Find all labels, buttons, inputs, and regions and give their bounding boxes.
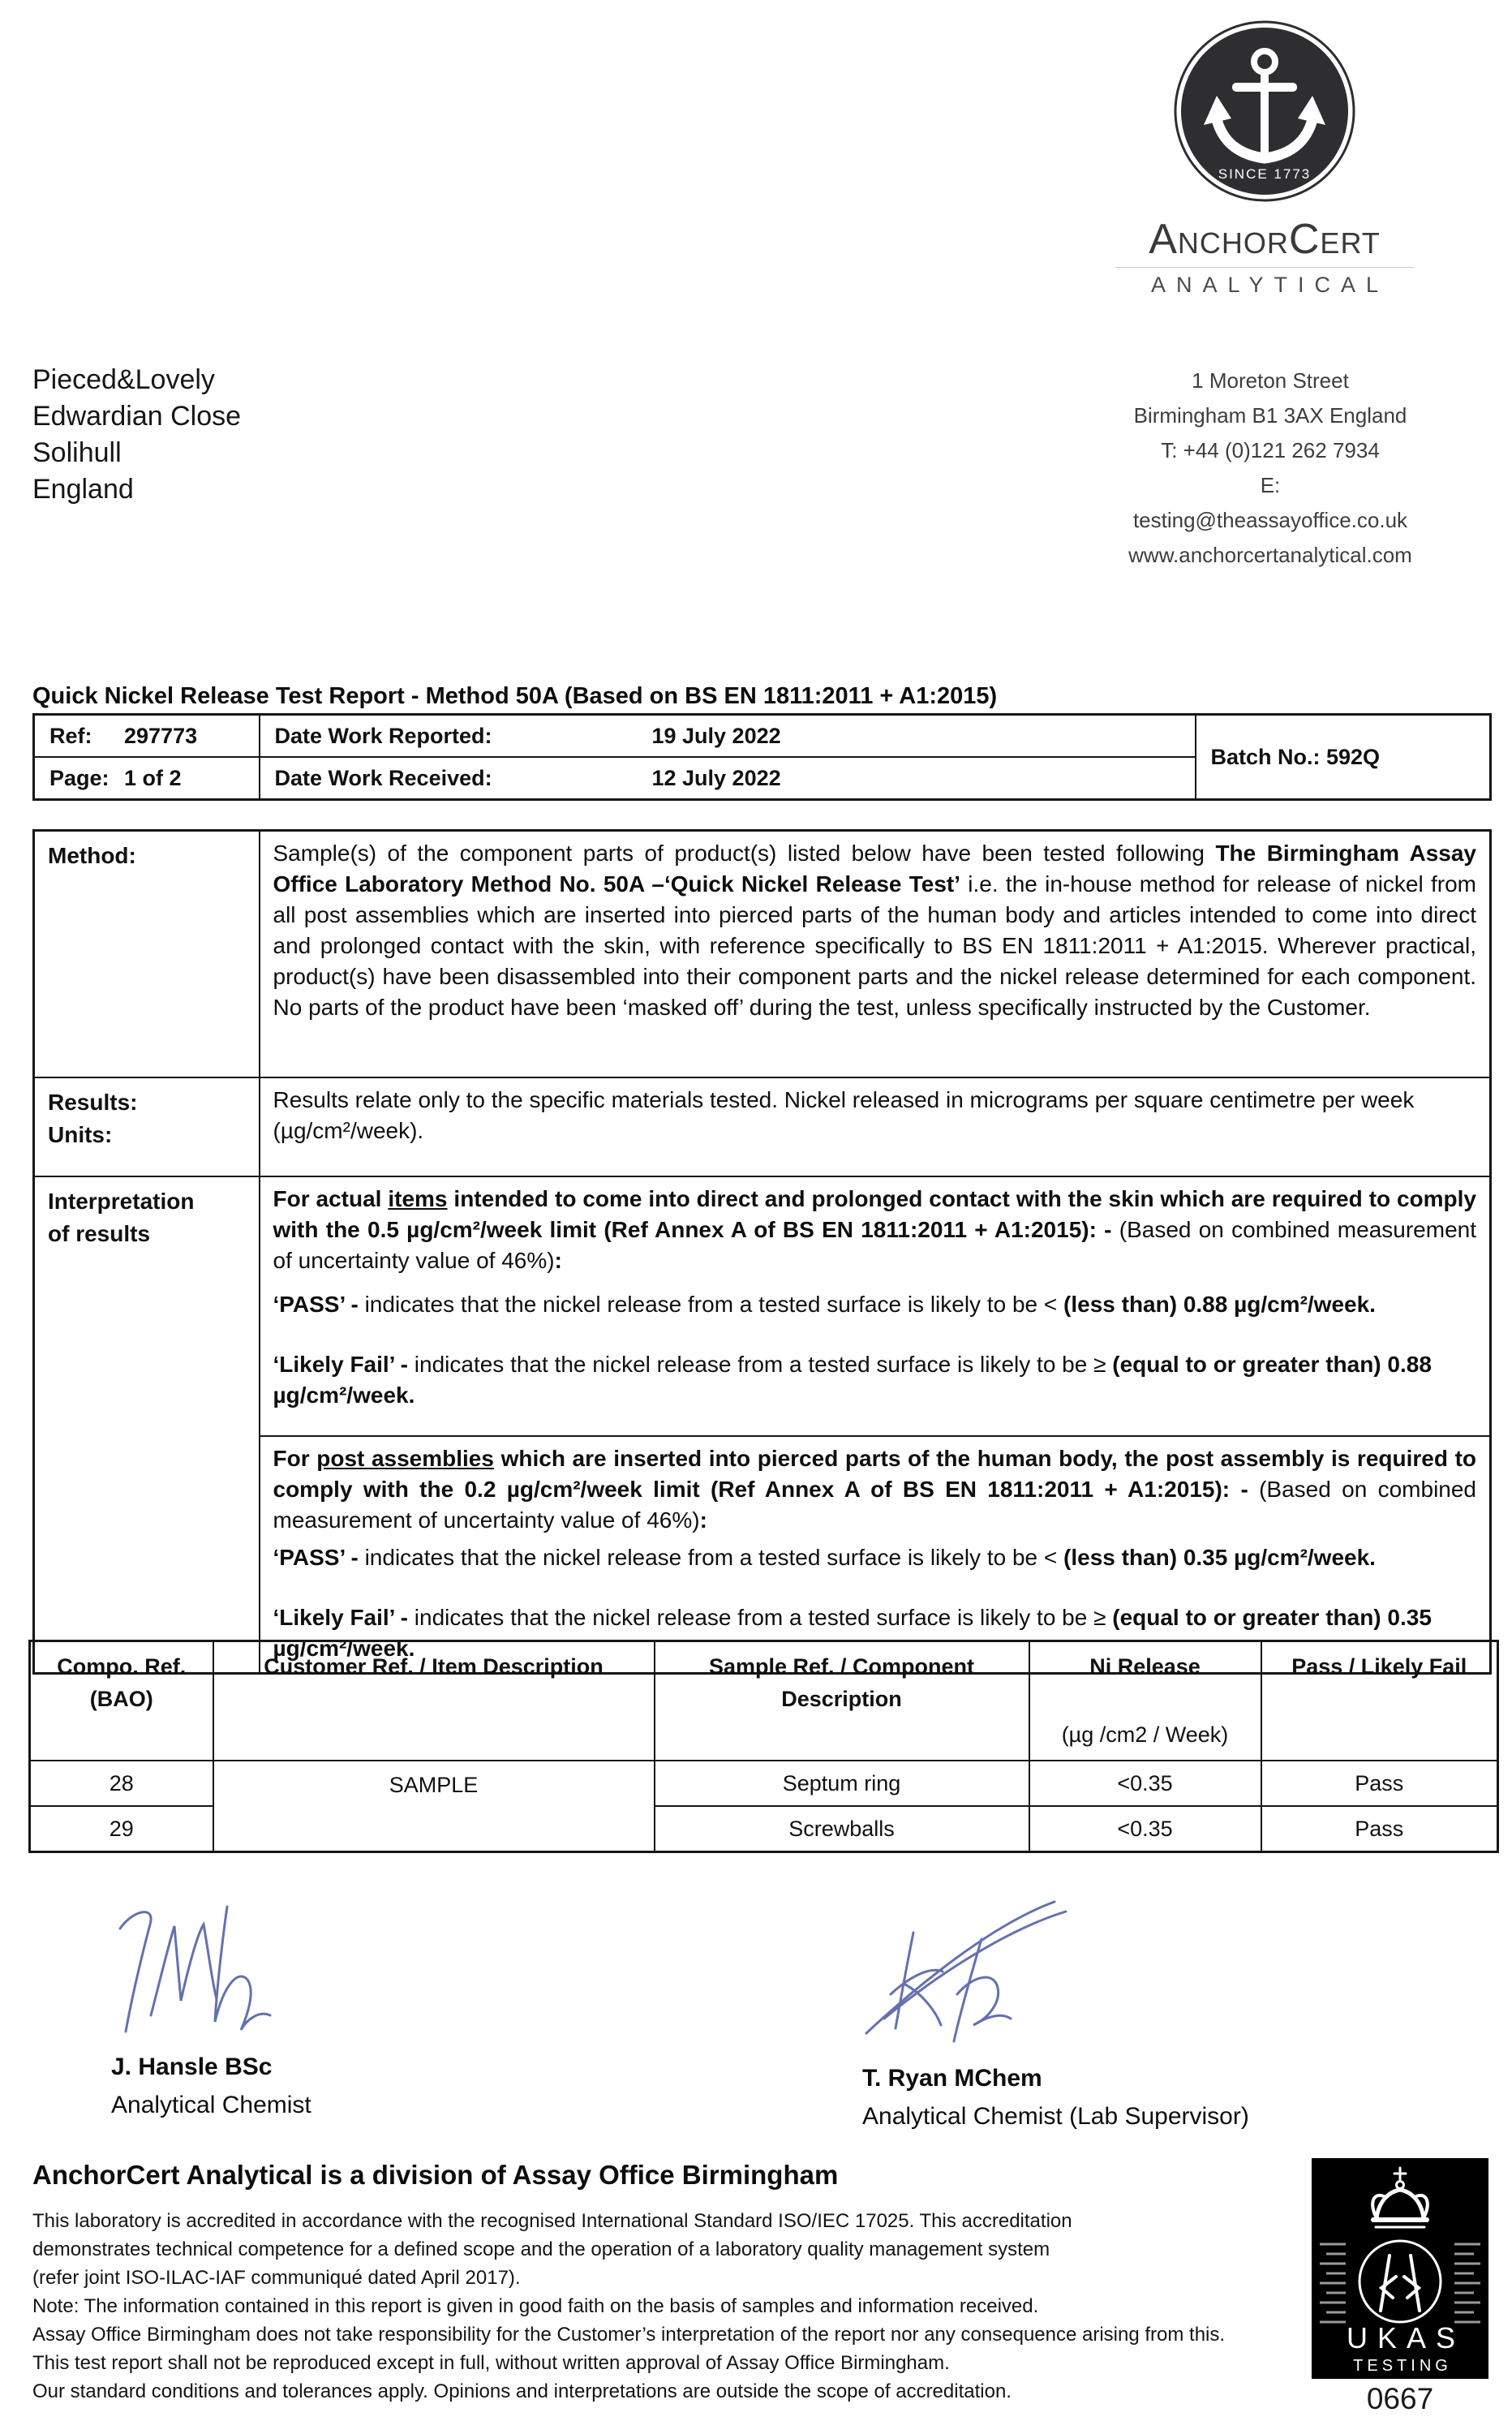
ukas-accreditation-mark <box>1312 2158 1488 2383</box>
ukas-number: 0667 <box>1366 2382 1434 2415</box>
results-table <box>28 1640 1499 1853</box>
customer-address-line: Solihull <box>32 437 122 468</box>
header-pass-fail: Pass / Likely Fail <box>1261 1641 1498 1761</box>
text-segment: Sample(s) of the component parts of product(s) listed below have been tested following <box>273 841 1216 866</box>
customer-address <box>32 362 241 508</box>
header-ni-top: Ni Release <box>1089 1654 1201 1679</box>
signatory-left <box>111 2048 311 2124</box>
lab-contact-block <box>1126 363 1415 573</box>
date-received-cell <box>275 758 1195 798</box>
lab-contact-line: 1 Moreton Street <box>1192 368 1349 393</box>
interp-items-intro <box>273 1184 1477 1276</box>
date-reported-value: 19 July 2022 <box>651 723 781 748</box>
text-segment: ‘PASS’ - <box>273 1545 365 1570</box>
cell-compo-ref: 29 <box>30 1806 213 1852</box>
interp-items-fail <box>273 1349 1477 1411</box>
table-row <box>34 715 1491 758</box>
interpretation-posts-cell <box>260 1436 1491 1674</box>
results-units-label <box>34 1077 260 1176</box>
batch-number: Batch No.: 592Q <box>1210 744 1381 769</box>
table-row <box>34 1176 1491 1436</box>
interp-items-pass <box>273 1289 1477 1320</box>
ref-label: Ref: <box>49 723 92 748</box>
cell-sample-ref: Screwballs <box>655 1806 1029 1852</box>
cell-compo-ref: 28 <box>30 1761 213 1806</box>
ref-value: 297773 <box>124 723 198 748</box>
ukas-name-text: UKAS <box>1346 2321 1466 2354</box>
date-received-value: 12 July 2022 <box>651 765 781 790</box>
text-segment: : <box>699 1507 707 1533</box>
interp-posts-pass <box>273 1542 1477 1573</box>
method-text-cell <box>260 831 1491 1078</box>
interpretation-items-cell <box>260 1176 1491 1436</box>
report-title: Quick Nickel Release Test Report - Method 50A (Based on BS EN 1811:2011 + A1:2015) <box>32 683 998 709</box>
table-row <box>34 1077 1491 1176</box>
text-segment: ‘PASS’ - <box>273 1292 365 1317</box>
header-customer-ref: Customer Ref. / Item Description <box>213 1641 655 1761</box>
text-segment: (equal to or greater than) 0.88 µg/cm²/week. <box>273 1352 1432 1408</box>
signatory-left-role: Analytical Chemist <box>111 2092 311 2118</box>
header-sample-ref <box>655 1641 1029 1761</box>
text-segment: The Birmingham Assay Office Laboratory Method No. 50A –‘Quick Nickel Release Test’ <box>273 841 1476 897</box>
page-value: 1 of 2 <box>124 765 182 790</box>
text-segment: ‘Likely Fail’ - <box>273 1352 415 1377</box>
signatory-left-name: J. Hansle BSc <box>111 2053 273 2080</box>
brand-wordmark: AnchorCert <box>1149 216 1381 263</box>
header-ni-release <box>1029 1641 1261 1761</box>
text-segment: intended to come into direct and prolonged contact with the skin which are required to comply with the 0.5 µg/cm²/week limit (Ref Annex A of BS EN 1811:2011 + A1:2015): - <box>273 1186 1476 1242</box>
customer-address-line: Edwardian Close <box>32 401 242 432</box>
cell-ni-release: <0.35 <box>1029 1806 1261 1852</box>
date-reported-label: Date Work Reported: <box>274 723 492 748</box>
text-segment: For actual <box>273 1186 389 1211</box>
signatory-right-role: Analytical Chemist (Lab Supervisor) <box>862 2103 1249 2130</box>
method-paragraph <box>273 838 1477 1023</box>
ukas-type-text: TESTING <box>1353 2357 1452 2375</box>
text-segment: (less than) 0.35 µg/cm²/week. <box>1063 1545 1376 1570</box>
interpretation-label <box>34 1176 260 1674</box>
units-label: Units: <box>48 1122 113 1147</box>
interpretation-label-line2: of results <box>48 1221 151 1246</box>
results-header-row <box>30 1641 1498 1761</box>
date-reported-cell <box>275 716 1195 756</box>
text-segment: : <box>554 1248 562 1273</box>
signatory-right-name: T. Ryan MChem <box>862 2065 1042 2092</box>
lab-contact-line: www.anchorcertanalytical.com <box>1128 543 1412 567</box>
reference-table <box>32 713 1492 801</box>
signatory-right <box>862 2059 1249 2135</box>
table-row <box>34 831 1491 1078</box>
text-segment: indicates that the nickel release from a tested surface is likely to be < <box>364 1292 1064 1317</box>
text-segment: which are inserted into pierced parts of the human body, the post assembly is required to comply with the 0.2 µg/cm²/week limit (Ref Annex A of BS EN 1811:2011 + A1:2015): - <box>273 1446 1477 1502</box>
header-compo-line2: (BAO) <box>89 1687 153 1711</box>
footer-disclaimer-line: demonstrates technical competence for a defined scope and the operation of a laboratory quality management system <box>32 2238 1050 2260</box>
logo-since-text: SINCE 1773 <box>1218 166 1312 182</box>
brand-divider <box>1115 267 1414 268</box>
text-segment: ‘Likely Fail’ - <box>273 1605 415 1630</box>
results-label: Results: <box>48 1090 138 1115</box>
anchor-icon <box>1173 19 1356 203</box>
date-received-label: Date Work Received: <box>274 765 492 790</box>
brand-subtitle: ANALYTICAL <box>1150 273 1390 297</box>
header-ni-units: (µg /cm2 / Week) <box>1061 1722 1229 1747</box>
footer-disclaimer-line: This test report shall not be reproduced except in full, without written approval of Assay Office Birmingham. <box>32 2352 950 2374</box>
header-sample-line2: Description <box>781 1687 902 1711</box>
header-compo-line1: Compo. Ref. <box>57 1654 187 1679</box>
cell-result: Pass <box>1261 1761 1498 1806</box>
interp-posts-intro <box>273 1443 1477 1536</box>
table-row <box>30 1761 1498 1806</box>
text-segment: indicates that the nickel release from a tested surface is likely to be < <box>364 1545 1064 1570</box>
cell-ni-release: <0.35 <box>1029 1761 1261 1806</box>
footer-disclaimer <box>32 2207 1298 2406</box>
footer-heading: AnchorCert Analytical is a division of Assay Office Birmingham <box>32 2160 839 2190</box>
footer-disclaimer-line: This laboratory is accredited in accordance with the recognised International Standard ISO/IEC 17025. This accreditation <box>32 2210 1072 2232</box>
lab-contact-line: E: testing@theassayoffice.co.uk <box>1132 473 1408 532</box>
signature-left-icon <box>96 1884 286 2054</box>
anchorcert-logo <box>1110 19 1420 298</box>
footer-disclaimer-line: (refer joint ISO-ILAC-IAF communiqué dated April 2017). <box>32 2267 521 2289</box>
method-label: Method: <box>34 831 260 1078</box>
text-segment: (equal to or greater than) 0.35 µg/cm²/week. <box>273 1605 1432 1661</box>
text-segment: indicates that the nickel release from a tested surface is likely to be ≥ <box>414 1605 1113 1630</box>
text-segment: For <box>273 1446 317 1471</box>
customer-address-line: England <box>32 474 134 505</box>
signature-right-icon <box>834 1895 1093 2062</box>
text-segment: i.e. the in-house method for release of nickel from all post assemblies which are inserted into pierced parts of the human body and articles intended to come into direct and prolonged contact with the skin, with reference specifically to BS EN 1811:2011 + A1:2015. Wherever practical, product(s) have been disassembled into their component parts and the nickel release determined for each component. No parts of the product have been ‘masked off’ during the test, unless specifically instructed by the Customer. <box>273 871 1476 1020</box>
lab-contact-line: Birmingham B1 3AX England <box>1133 403 1407 428</box>
cell-result: Pass <box>1261 1806 1498 1852</box>
text-segment: (less than) 0.88 µg/cm²/week. <box>1063 1292 1376 1317</box>
footer-disclaimer-line: Note: The information contained in this report is given in good faith on the basis of samples and information received. <box>32 2295 1039 2317</box>
footer-disclaimer-line: Assay Office Birmingham does not take responsibility for the Customer’s interpretation of the report nor any consequence arising from this. <box>32 2324 1226 2346</box>
ukas-testing-icon <box>1312 2158 1488 2379</box>
page-label: Page: <box>49 765 110 790</box>
text-segment: items <box>388 1186 448 1211</box>
customer-address-line: Pieced&Lovely <box>32 364 215 395</box>
cell-sample-ref: Septum ring <box>655 1761 1029 1806</box>
header-sample-line1: Sample Ref. / Component <box>708 1654 975 1679</box>
lab-contact-line: T: +44 (0)121 262 7934 <box>1161 438 1380 462</box>
ref-cell <box>49 716 259 756</box>
interpretation-label-line1: Interpretation <box>48 1189 195 1214</box>
text-segment: indicates that the nickel release from a tested surface is likely to be ≥ <box>414 1352 1113 1377</box>
results-units-text: Results relate only to the specific materials tested. Nickel released in micrograms per square centimetre per week (µg/cm²/week). <box>260 1077 1491 1176</box>
text-segment: post assemblies <box>316 1446 494 1471</box>
page-cell <box>49 758 259 798</box>
method-info-table <box>32 829 1492 1675</box>
cell-customer-ref: SAMPLE <box>213 1761 655 1852</box>
footer-disclaimer-line: Our standard conditions and tolerances apply. Opinions and interpretations are outside the scope of accreditation. <box>32 2380 1012 2402</box>
header-compo-ref <box>30 1641 213 1761</box>
text-segment: (Based on combined measurement of uncertainty value of 46%) <box>273 1477 1477 1533</box>
text-segment: (Based on combined measurement of uncertainty value of 46%) <box>273 1217 1476 1273</box>
